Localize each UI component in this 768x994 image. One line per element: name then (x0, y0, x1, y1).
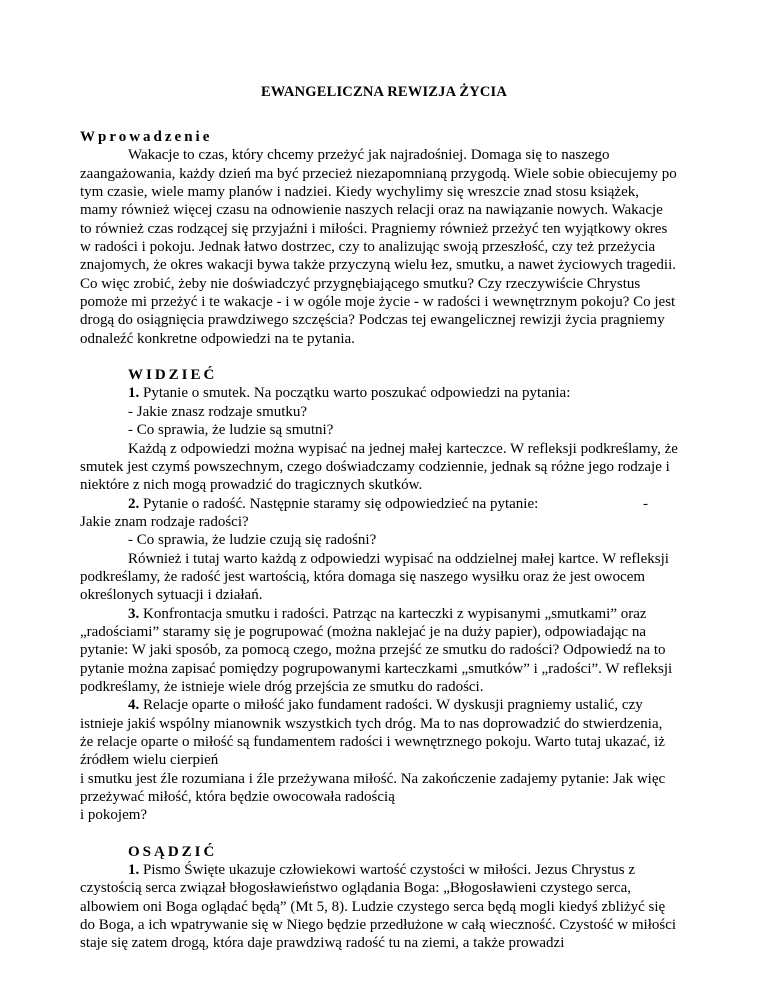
question-item: - Co sprawia, że ludzie są smutni? (128, 422, 334, 439)
point-number: 4. (128, 697, 140, 714)
widziec-point-4 (80, 696, 678, 769)
question-item: - Co sprawia, że ludzie czują się radośni? (128, 532, 377, 549)
point-continuation: i smutku jest źle rozumiana i źle przeżywana miłość. Na zakończenie zadajemy pytanie: Jak więc przeżywać miłość, która będzie owocowała radością (80, 770, 666, 806)
section-heading-widziec: WIDZIEĆ (128, 367, 218, 384)
point-continuation: i pokojem? (80, 807, 148, 824)
widziec-point-3 (80, 605, 678, 697)
reflection-paragraph: Również i tutaj warto każdą z odpowiedzi wypisać na oddzielnej małej kartce. W refleksji podkreślamy, że radość jest wartością, która domaga się naszego wysiłku oraz że jest owocem określonych sytuacji i działań. (80, 550, 669, 604)
reflection-paragraph: Każdą z odpowiedzi można wypisać na jednej małej karteczce. W refleksji podkreślamy, że smutek jest czymś powszechnym, czego doświadczamy codziennie, jednak są różne jego rodzaje i niektóre z nich mogą prowadzić do tragicznych skutków. (80, 440, 678, 494)
point-text: Konfrontacja smutku i radości. Patrząc na karteczki z wypisanymi „smutkami” oraz „radościami” staramy się je pogrupować (można naklejać je na duży papier), odpowiadając na pytanie: W jaki sposób, za pomocą czego, można przejść ze smutku do radości? Odpowiedź na to pytanie można zapisać pomiędzy pogrupowanymi karteczkami „smutków” i „radości”. W refleksji podkreślamy, że istnieje wiele dróg przejścia ze smutku do radości. (80, 605, 673, 695)
point-text: Relacje oparte o miłość jako fundament radości. W dyskusji pragniemy ustalić, czy istnieje jakiś wspólny mianownik wszystkich tych dróg. Ma to nas doprowadzić do stwierdzenia, że relacje oparte o miłość są fundamentem radości i wewnętrznego pokoju. Warto tutaj ukazać, iż źródłem wielu cierpień (80, 697, 665, 769)
trailing-dash: - (643, 495, 648, 512)
point-number: 1. (128, 862, 140, 879)
section-heading-osadzic: OSĄDZIĆ (128, 843, 218, 860)
widziec-point-1 (80, 384, 678, 402)
osadzic-point-1 (80, 861, 678, 953)
point-number: 3. (128, 605, 140, 622)
point-number: 1. (128, 385, 140, 402)
point-number: 2. (128, 495, 140, 512)
document-body (80, 128, 678, 953)
widziec-point-2 (80, 495, 678, 513)
intro-paragraph: Wakacje to czas, który chcemy przeżyć jak najradośniej. Domaga się to naszego zaangażowania, każdy dzień ma być przecież niezapomnianą przygodą. Wiele sobie obiecujemy po tym czasie, wiele mamy planów i nadziei. Kiedy wychylimy się wreszcie znad stosu książek, mamy również więcej czasu na odnowienie naszych relacji oraz na nawiązanie nowych. Wakacje to również czas rodzącej się przyjaźni i miłości. Pragniemy również przeżyć ten wyjątkowy okres w radości i pokoju. Jednak łatwo dostrzec, czy to analizując swoją przeszłość, czy też przeżycia znajomych, że okres wakacji bywa także przyczyną wielu łez, smutku, a nawet życiowych tragedii. Co więc zrobić, żeby nie doświadczyć przygnębiającego smutku? Czy rzeczywiście Chrystus pomoże mi przeżyć i te wakacje - i w ogóle moje życie - w radości i wewnętrznym pokoju? Co jest drogą do osiągnięcia prawdziwego szczęścia? Podczas tej ewangelicznej rewizji życia pragniemy odnaleźć konkretne odpowiedzi na te pytania. (80, 147, 677, 347)
question-item: - Jakie znasz rodzaje smutku? (128, 403, 308, 420)
section-heading-intro: Wprowadzenie (80, 129, 213, 145)
document-title: EWANGELICZNA REWIZJA ŻYCIA (260, 84, 508, 100)
point-text: Pytanie o radość. Następnie staramy się odpowiedzieć na pytanie: (143, 495, 539, 512)
question-item: Jakie znam rodzaje radości? (80, 513, 249, 530)
point-text: Pismo Święte ukazuje człowiekowi wartość czystości w miłości. Jezus Chrystus z czystością serca związał błogosławieństwo oglądania Boga: „Błogosławieni czystego serca, albowiem oni Boga oglądać będą” (Mt 5, 8). Ludzie czystego serca będą mogli kiedyś zbliżyć się do Boga, a ich wpatrywanie się w Niego będzie przedłużone w całą wieczność. Czystość w miłości staje się zatem drogą, która daje prawdziwą radość tu na ziemi, a także prowadzi (80, 862, 677, 952)
point-text: Pytanie o smutek. Na początku warto poszukać odpowiedzi na pytania: (143, 385, 571, 402)
